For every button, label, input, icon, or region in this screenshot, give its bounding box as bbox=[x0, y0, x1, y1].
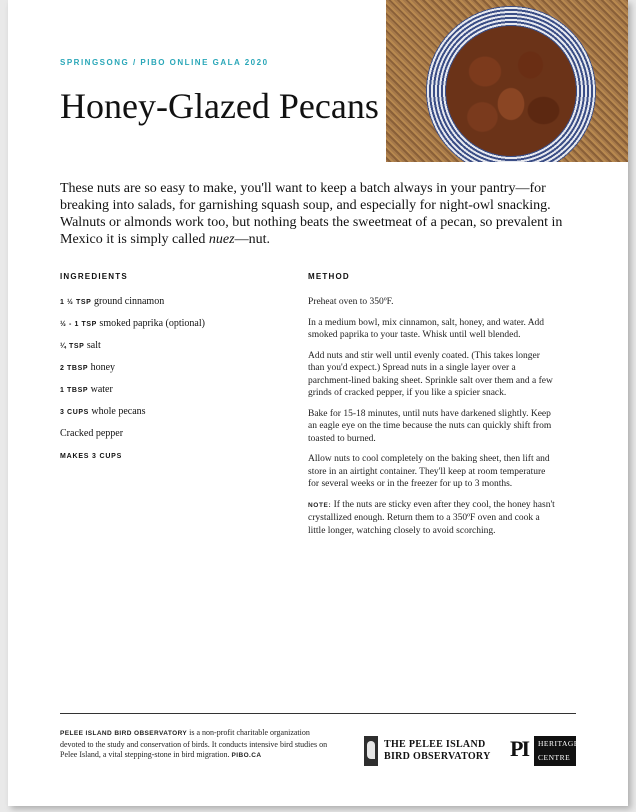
intro-paragraph bbox=[60, 180, 580, 248]
ingredient-qty: ½ - 1 TSP bbox=[60, 321, 97, 328]
yield-item bbox=[60, 450, 290, 462]
ingredients-list bbox=[60, 296, 290, 472]
footer-blurb bbox=[60, 728, 332, 762]
pibo-logo-line2: BIRD OBSERVATORY bbox=[384, 750, 491, 762]
method-step: Bake for 15-18 minutes, until nuts have darkened slightly. Keep an eagle eye on the time because the nuts can quickly shift from toasted to burned. bbox=[308, 408, 552, 444]
ingredient-qty: 2 TBSP bbox=[60, 365, 89, 372]
ingredient-item bbox=[60, 340, 290, 352]
recipe-page bbox=[8, 0, 628, 806]
pi-logo-mark: PI bbox=[510, 736, 528, 761]
heritage-box bbox=[534, 736, 579, 766]
method-step: In a medium bowl, mix cinnamon, salt, honey, and water. Add smoked paprika to your taste. Whisk until well blended. bbox=[308, 317, 545, 340]
page-title: Honey-Glazed Pecans bbox=[60, 86, 379, 126]
ingredient-name: honey bbox=[88, 362, 116, 373]
heritage-line1: HERITAGE bbox=[538, 739, 579, 748]
heritage-line2: CENTRE bbox=[538, 753, 571, 762]
pibo-logo-line1: THE PELEE ISLAND bbox=[384, 739, 486, 750]
note-label: NOTE: bbox=[308, 501, 332, 509]
ingredient-name: smoked paprika (optional) bbox=[96, 318, 205, 329]
heritage-centre-logo bbox=[510, 736, 579, 766]
bird-icon bbox=[364, 736, 378, 766]
footer-org-name: PELEE ISLAND BIRD OBSERVATORY bbox=[60, 730, 188, 737]
intro-text-end: —nut. bbox=[234, 232, 270, 247]
ingredients-heading: INGREDIENTS bbox=[60, 272, 128, 281]
ingredient-item bbox=[60, 428, 290, 440]
event-eyebrow: SPRINGSONG / PIBO ONLINE GALA 2020 bbox=[60, 58, 269, 67]
pibo-logo bbox=[364, 736, 504, 766]
ingredient-name: salt bbox=[84, 340, 101, 351]
pibo-logo-text bbox=[384, 739, 491, 762]
footer-description: is a non-profit charitable organization devoted to the study and conservation of birds. It conducts intensive bird studies on Pelee Island, a vital stepping-stone in bird migration. bbox=[60, 728, 328, 759]
intro-text: These nuts are so easy to make, you'll want to keep a batch always in your pantry—for breaking into salads, for garnishing squash soup, and especially for night-owl snacking. Walnuts or almonds work too, but nothing beats the sweetmeat of a pecan, so prevalent in Mexico it is simply called bbox=[60, 181, 563, 247]
ingredient-name: ground cinnamon bbox=[91, 296, 165, 307]
ingredient-item bbox=[60, 362, 290, 374]
footer-divider bbox=[60, 713, 576, 714]
yield-label: MAKES 3 CUPS bbox=[60, 453, 123, 460]
ingredient-item bbox=[60, 384, 290, 396]
ingredient-qty: 1 ½ TSP bbox=[60, 299, 92, 306]
method-note bbox=[308, 499, 558, 538]
method-step: Preheat oven to 350ºF. bbox=[308, 297, 394, 307]
pecans-image bbox=[446, 26, 576, 156]
ingredient-qty: ¼ TSP bbox=[60, 343, 85, 350]
ingredient-item bbox=[60, 318, 290, 330]
ingredient-item bbox=[60, 296, 290, 308]
method-step: Allow nuts to cool completely on the baking sheet, then lift and store in an airtight container. They'll keep at room temperature for several weeks or in the freezer for up to 3 months. bbox=[308, 454, 550, 489]
ingredient-name: water bbox=[88, 384, 113, 395]
ingredient-item bbox=[60, 406, 290, 418]
ingredient-qty: 1 TBSP bbox=[60, 387, 89, 394]
method-step: Add nuts and stir well until evenly coated. (This takes longer than you'd expect.) Spread nuts in a single layer over a parchment-lined baking sheet. Sprinkle salt over them and a few grinds of cracked pepper, if you like a spicier snack. bbox=[308, 350, 553, 398]
intro-italic-word: nuez bbox=[208, 232, 235, 247]
ingredient-qty: 3 CUPS bbox=[60, 409, 89, 416]
footer-url-link[interactable]: PIBO.CA bbox=[231, 752, 262, 759]
method-heading: METHOD bbox=[308, 272, 350, 281]
ingredient-name: Cracked pepper bbox=[60, 428, 124, 439]
note-text: If the nuts are sticky even after they cool, the honey hasn't crystallized enough. Return them to a 350ºF oven and cook a little longer, watching closely to avoid scorching. bbox=[308, 499, 555, 536]
method-steps bbox=[308, 296, 558, 545]
ingredient-name: whole pecans bbox=[88, 406, 146, 417]
pecans-photo bbox=[386, 0, 628, 162]
